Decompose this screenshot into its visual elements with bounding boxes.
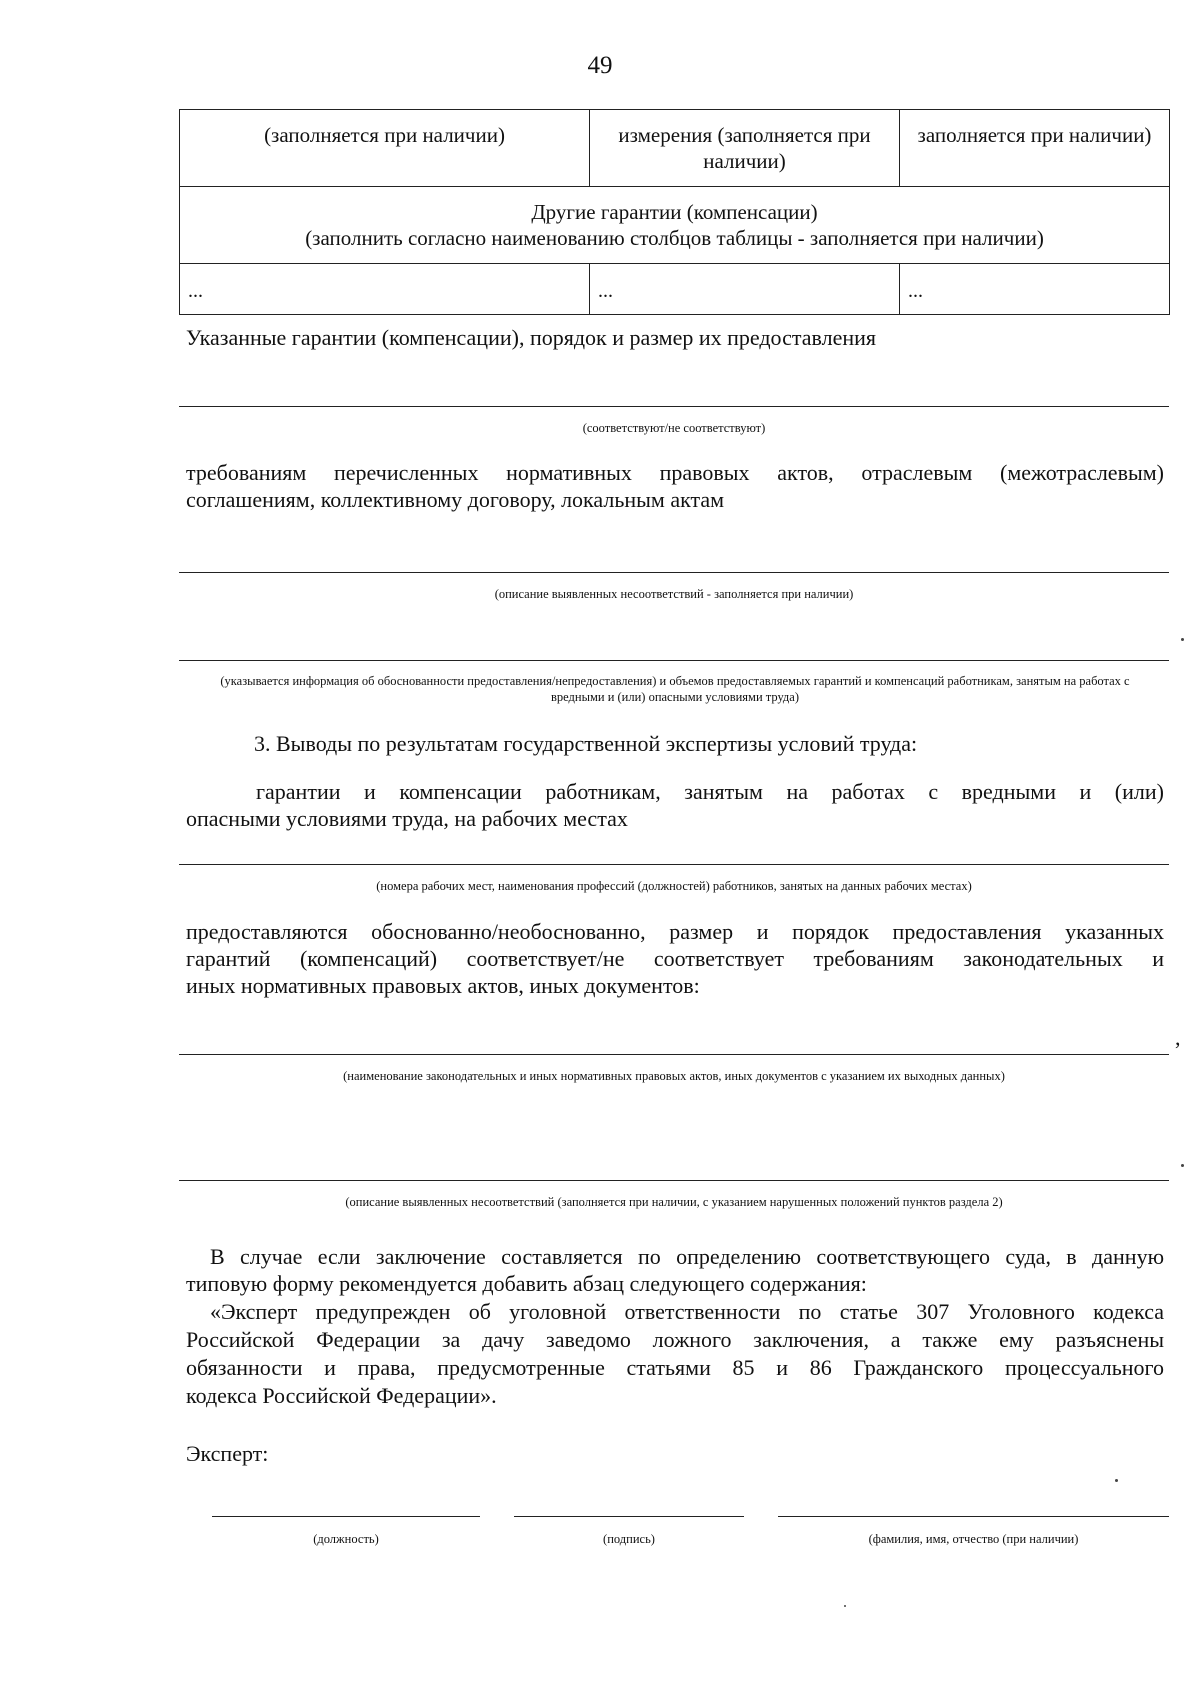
scan-speck <box>1181 1164 1184 1167</box>
paragraph-line: предоставляются обоснованно/необоснованно, размер и порядок предоставления указанных <box>186 919 1164 944</box>
signature-caption-signature: (подпись) <box>603 1532 655 1546</box>
paragraph-line: иных нормативных правовых актов, иных документов: <box>186 973 700 998</box>
fill-line <box>179 1054 1169 1055</box>
field-caption: (соответствуют/не соответствуют) <box>582 421 766 435</box>
paragraph-line: типовую форму рекомендуется добавить абзац следующего содержания: <box>186 1271 867 1296</box>
table-row <box>180 264 1170 315</box>
paragraph-line: гарантий (компенсаций) соответствует/не соответствует требованиям законодательных и <box>186 946 1164 971</box>
page-number: 49 <box>587 52 613 79</box>
field-caption: (наименование законодательных и иных нормативных правовых актов, иных документов с указанием их выходных данных) <box>343 1069 1005 1083</box>
paragraph-line: кодекса Российской Федерации». <box>186 1383 497 1408</box>
expert-label: Эксперт: <box>186 1441 269 1466</box>
table-cell: ... <box>180 264 590 315</box>
signature-line-name <box>778 1516 1169 1517</box>
signature-caption-position: (должность) <box>313 1532 379 1546</box>
fill-line <box>179 864 1169 865</box>
signature-caption-name: (фамилия, имя, отчество (при наличии) <box>868 1532 1079 1546</box>
other-guarantees-heading: Другие гарантии (компенсации) <box>531 200 818 224</box>
fill-line <box>179 1180 1169 1181</box>
paragraph-line: Российской Федерации за дачу заведомо ложного заключения, а также ему разъяснены <box>186 1327 1164 1352</box>
other-guarantees-note: (заполнить согласно наименованию столбцов таблицы - заполняется при наличии) <box>305 226 1044 250</box>
fill-line <box>179 572 1169 573</box>
table-cell: (заполняется при наличии) <box>180 110 590 187</box>
table-cell: ... <box>900 264 1170 315</box>
table-row <box>180 110 1170 187</box>
fill-line <box>179 406 1169 407</box>
paragraph-line: опасными условиями труда, на рабочих местах <box>186 806 628 831</box>
field-caption: (описание выявленных несоответствий - заполняется при наличии) <box>494 587 854 601</box>
paragraph-line: обязанности и права, предусмотренные статьями 85 и 86 Гражданского процессуального <box>186 1355 1164 1380</box>
table-cell: измерения (заполняется при наличии) <box>590 110 900 187</box>
field-caption: (номера рабочих мест, наименования профессий (должностей) работников, занятых на данных рабочих местах) <box>376 879 972 893</box>
paragraph-line: требованиям перечисленных нормативных правовых актов, отраслевым (межотраслевым) <box>186 460 1164 485</box>
table-cell: ... <box>590 264 900 315</box>
scan-speck <box>1115 1479 1118 1482</box>
field-caption: (описание выявленных несоответствий (заполняется при наличии, с указанием нарушенных положений пунктов раздела 2) <box>345 1195 1003 1209</box>
field-caption: (указывается информация об обоснованности предоставления/непредоставления) и объемов предоставляемых гарантий и компенсаций работникам, занятым на работах с вредными и (или) опасными условиями труда) <box>220 674 1130 704</box>
scan-speck <box>1181 638 1184 641</box>
other-guarantees-cell <box>180 187 1170 264</box>
scan-speck <box>844 1605 846 1607</box>
signature-line-position <box>212 1516 480 1517</box>
signature-line-signature <box>514 1516 744 1517</box>
table-row <box>180 187 1170 264</box>
paragraph-line: соглашениям, коллективному договору, локальным актам <box>186 487 725 512</box>
guarantees-table <box>179 109 1170 315</box>
paragraph: Указанные гарантии (компенсации), порядок и размер их предоставления <box>186 325 877 350</box>
paragraph-line: гарантии и компенсации работникам, занятым на работах с вредными и (или) <box>256 779 1164 804</box>
paragraph-line: «Эксперт предупрежден об уголовной ответственности по статье 307 Уголовного кодекса <box>210 1299 1164 1324</box>
paragraph-line: В случае если заключение составляется по определению соответствующего суда, в данную <box>210 1244 1164 1269</box>
fill-line <box>179 660 1169 661</box>
section-heading: 3. Выводы по результатам государственной экспертизы условий труда: <box>254 731 918 756</box>
table-cell: заполняется при наличии) <box>900 110 1170 187</box>
trailing-comma: , <box>1175 1025 1181 1050</box>
